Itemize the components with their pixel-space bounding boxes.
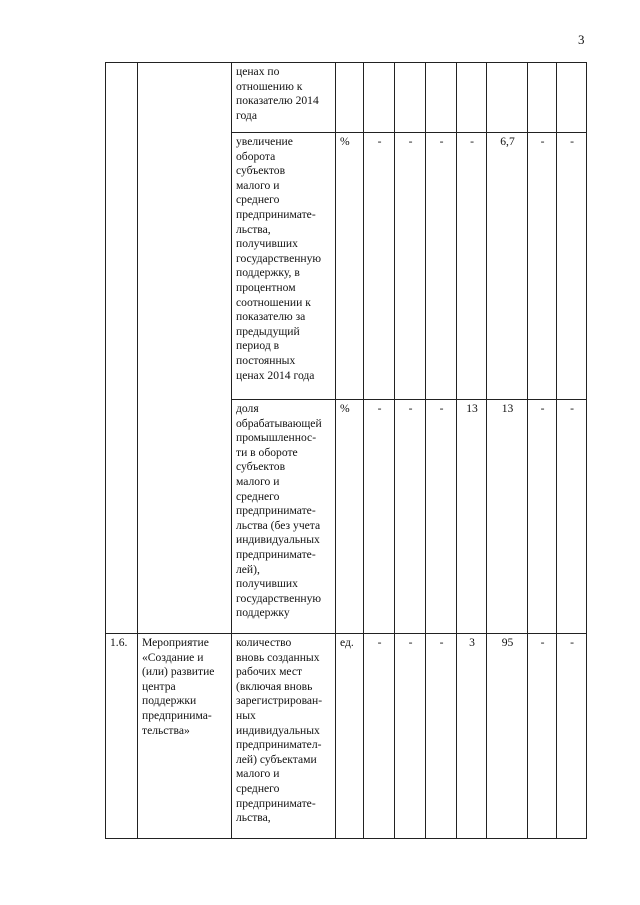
value-cell: 13: [487, 400, 528, 634]
value-cell: -: [395, 634, 426, 839]
table-row: [106, 634, 587, 839]
value-cell: -: [364, 634, 395, 839]
value-cell: 13: [457, 400, 487, 634]
event-cell: Мероприятие «Создание и (или) развитие центра поддержки предпринима- тельства»: [138, 634, 232, 839]
value-cell: -: [528, 634, 557, 839]
event-cell: [138, 63, 232, 634]
program-table: [105, 62, 587, 839]
page-number: 3: [578, 32, 585, 47]
value-cell: [487, 63, 528, 133]
table-row: [106, 63, 587, 133]
value-cell: [364, 63, 395, 133]
value-cell: -: [395, 133, 426, 400]
unit-cell: %: [336, 133, 364, 400]
indicator-cell: увеличение оборота субъектов малого и среднего предпринимате- льства, получивших государственную поддержку, в процентном соотношении к показателю за предыдущий период в постоянных ценах 2014 года: [232, 133, 336, 400]
value-cell: -: [557, 634, 587, 839]
value-cell: [557, 63, 587, 133]
item-number-cell: [106, 63, 138, 634]
value-cell: -: [426, 400, 457, 634]
value-cell: 95: [487, 634, 528, 839]
unit-cell: [336, 63, 364, 133]
indicator-cell: количество вновь созданных рабочих мест (включая вновь зарегистрирован- ных индивидуальных предпринимател- лей) субъектами малого и среднего предпринимате- льства,: [232, 634, 336, 839]
value-cell: -: [426, 634, 457, 839]
indicator-cell: ценах по отношению к показателю 2014 года: [232, 63, 336, 133]
value-cell: -: [426, 133, 457, 400]
value-cell: -: [557, 400, 587, 634]
value-cell: -: [364, 133, 395, 400]
value-cell: 3: [457, 634, 487, 839]
value-cell: -: [557, 133, 587, 400]
value-cell: [395, 63, 426, 133]
indicator-cell: доля обрабатывающей промышленнос- ти в обороте субъектов малого и среднего предпринимате- льства (без учета индивидуальных предпринимате- лей), получивших государственную поддержку: [232, 400, 336, 634]
value-cell: [426, 63, 457, 133]
unit-cell: ед.: [336, 634, 364, 839]
value-cell: 6,7: [487, 133, 528, 400]
value-cell: [528, 63, 557, 133]
unit-cell: %: [336, 400, 364, 634]
value-cell: -: [457, 133, 487, 400]
value-cell: -: [364, 400, 395, 634]
value-cell: [457, 63, 487, 133]
value-cell: -: [528, 133, 557, 400]
value-cell: -: [528, 400, 557, 634]
value-cell: -: [395, 400, 426, 634]
item-number-cell: 1.6.: [106, 634, 138, 839]
